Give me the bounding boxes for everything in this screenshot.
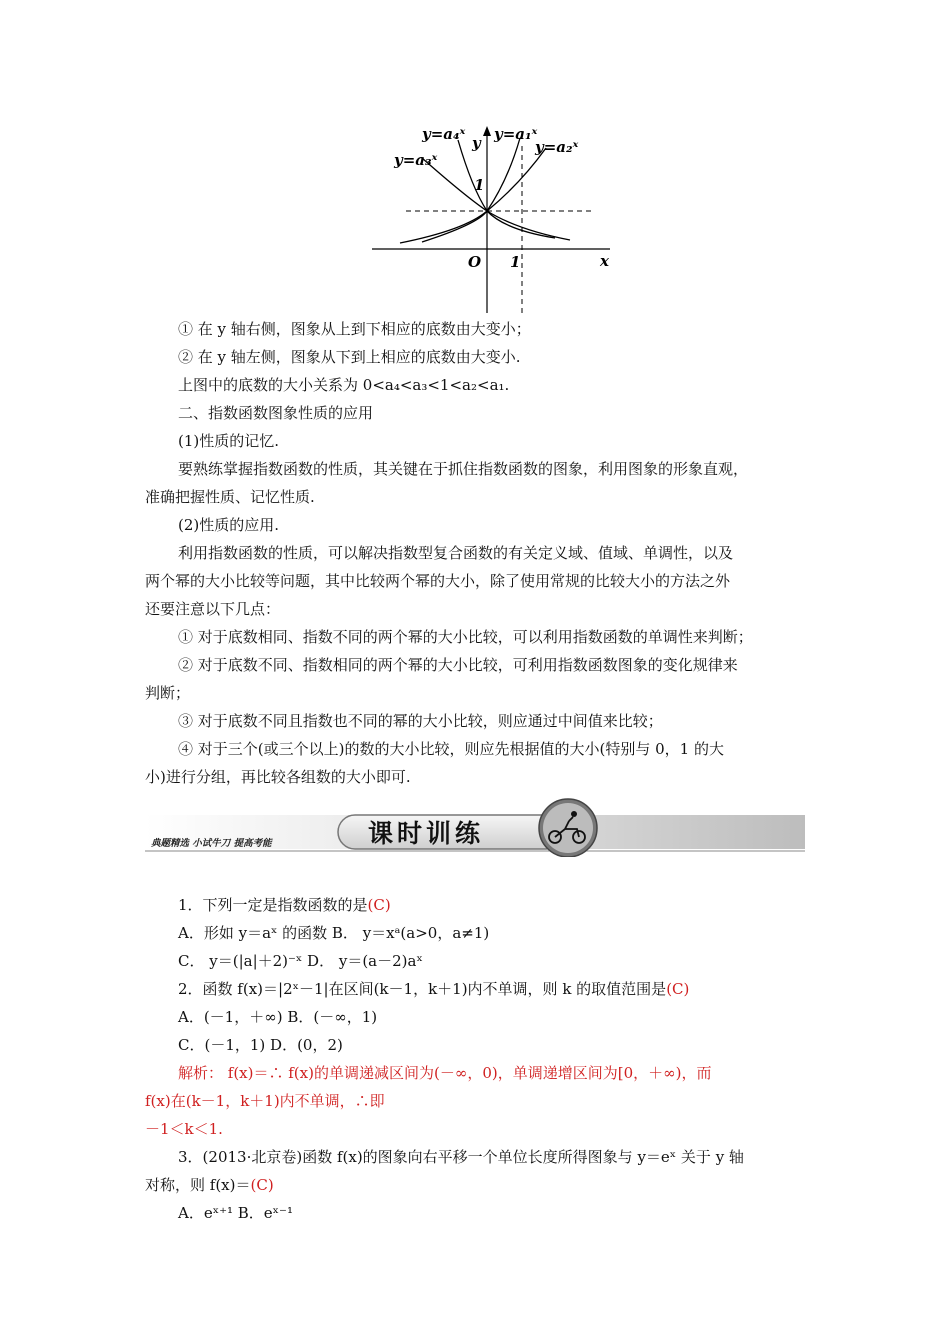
question-2-stem: 2．函数 f(x)＝|2ˣ－1|在区间(k－1，k＋1)内不单调，则 k 的取值范围是 bbox=[178, 980, 667, 998]
question-1-options-cd: C． y＝(|a|＋2)⁻ˣ D． y＝(a－2)aˣ bbox=[178, 952, 423, 970]
text-line-3: 上图中的底数的大小关系为 0<a₄<a₃<1<a₂<a₁. bbox=[178, 376, 510, 394]
text-line-15: ③ 对于底数不同且指数也不同的幂的大小比较，则应通过中间值来比较； bbox=[178, 712, 663, 730]
text-line-12: ① 对于底数相同、指数不同的两个幂的大小比较，可以利用指数函数的单调性来判断； bbox=[178, 628, 753, 646]
text-line-2: ② 在 y 轴左侧，图象从下到上相应的底数由大变小. bbox=[178, 348, 521, 366]
question-2-options-ab: A．(－1，＋∞) B．(－∞，1) bbox=[178, 1008, 378, 1026]
question-1-answer: (C) bbox=[367, 896, 391, 914]
label-a3: y=a₃ˣ bbox=[394, 151, 438, 169]
solution-line-2: f(x)在(k－1，k＋1)内不单调，∴即 bbox=[145, 1092, 385, 1110]
solution-line-1: 解析： f(x)＝∴ f(x)的单调递减区间为(－∞，0)，单调递增区间为[0，＋∞)，而 bbox=[178, 1064, 712, 1082]
label-one-x: 1 bbox=[510, 253, 521, 271]
text-line-14: 判断； bbox=[145, 684, 191, 702]
text-line-1: ① 在 y 轴右侧，图象从上到下相应的底数由大变小； bbox=[178, 320, 531, 338]
banner-title: 课时训练 bbox=[368, 819, 485, 848]
lesson-training-banner bbox=[145, 795, 805, 857]
banner-slogan: 典题精选 小试牛刀 提高考能 bbox=[151, 838, 272, 849]
curve-a3 bbox=[422, 158, 570, 240]
exponential-function-graph bbox=[370, 118, 620, 313]
text-line-9: 利用指数函数的性质，可以解决指数型复合函数的有关定义域、值域、单调性，以及 bbox=[178, 544, 734, 562]
question-2-options-cd: C．(－1，1) D．(0，2) bbox=[178, 1036, 343, 1054]
text-line-11: 还要注意以下几点： bbox=[145, 600, 281, 618]
text-line-13: ② 对于底数不同、指数相同的两个幂的大小比较，可利用指数函数图象的变化规律来 bbox=[178, 656, 738, 674]
text-line-16: ④ 对于三个(或三个以上)的数的大小比较，则应先根据值的大小(特别与 0，1 的大 bbox=[178, 740, 724, 758]
label-a1: y=a₁ˣ bbox=[494, 125, 538, 143]
question-1 bbox=[178, 892, 843, 918]
label-one-y: 1 bbox=[474, 176, 485, 194]
text-line-7: 准确把握性质、记忆性质. bbox=[145, 488, 315, 506]
label-a2: y=a₂ˣ bbox=[535, 138, 579, 156]
question-3-options: A．eˣ⁺¹ B．eˣ⁻¹ bbox=[178, 1204, 293, 1222]
text-line-17: 小)进行分组，再比较各组数的大小即可. bbox=[145, 768, 411, 786]
question-1-stem: 1．下列一定是指数函数的是 bbox=[178, 896, 368, 914]
question-3-answer: (C) bbox=[250, 1176, 274, 1194]
question-2-answer: (C) bbox=[666, 980, 690, 998]
question-2 bbox=[178, 976, 843, 1002]
solution-line-3: －1＜k＜1. bbox=[145, 1120, 223, 1138]
question-3-stem: 对称，则 f(x)＝ bbox=[145, 1176, 251, 1194]
question-3-line-2 bbox=[145, 1172, 810, 1198]
question-3-line-1: 3．(2013·北京卷)函数 f(x)的图象向右平移一个单位长度所得图象与 y＝eˣ 关于 y 轴 bbox=[178, 1148, 744, 1166]
text-line-8: (2)性质的应用. bbox=[178, 516, 280, 534]
text-line-6: 要熟练掌握指数函数的性质，其关键在于抓住指数函数的图象，利用图象的形象直观， bbox=[178, 460, 749, 478]
y-axis-arrow bbox=[483, 126, 491, 136]
label-a4: y=a₄ˣ bbox=[422, 125, 466, 143]
label-origin: O bbox=[468, 253, 482, 271]
label-y: y bbox=[472, 134, 481, 152]
label-x: x bbox=[600, 252, 609, 270]
section-heading: 二、指数函数图象性质的应用 bbox=[178, 404, 374, 422]
text-line-5: (1)性质的记忆. bbox=[178, 432, 280, 450]
text-line-10: 两个幂的大小比较等问题，其中比较两个幂的大小，除了使用常规的比较大小的方法之外 bbox=[145, 572, 731, 590]
question-1-options-ab: A．形如 y＝aˣ 的函数 B． y＝xᵃ(a>0，a≠1) bbox=[178, 924, 490, 942]
